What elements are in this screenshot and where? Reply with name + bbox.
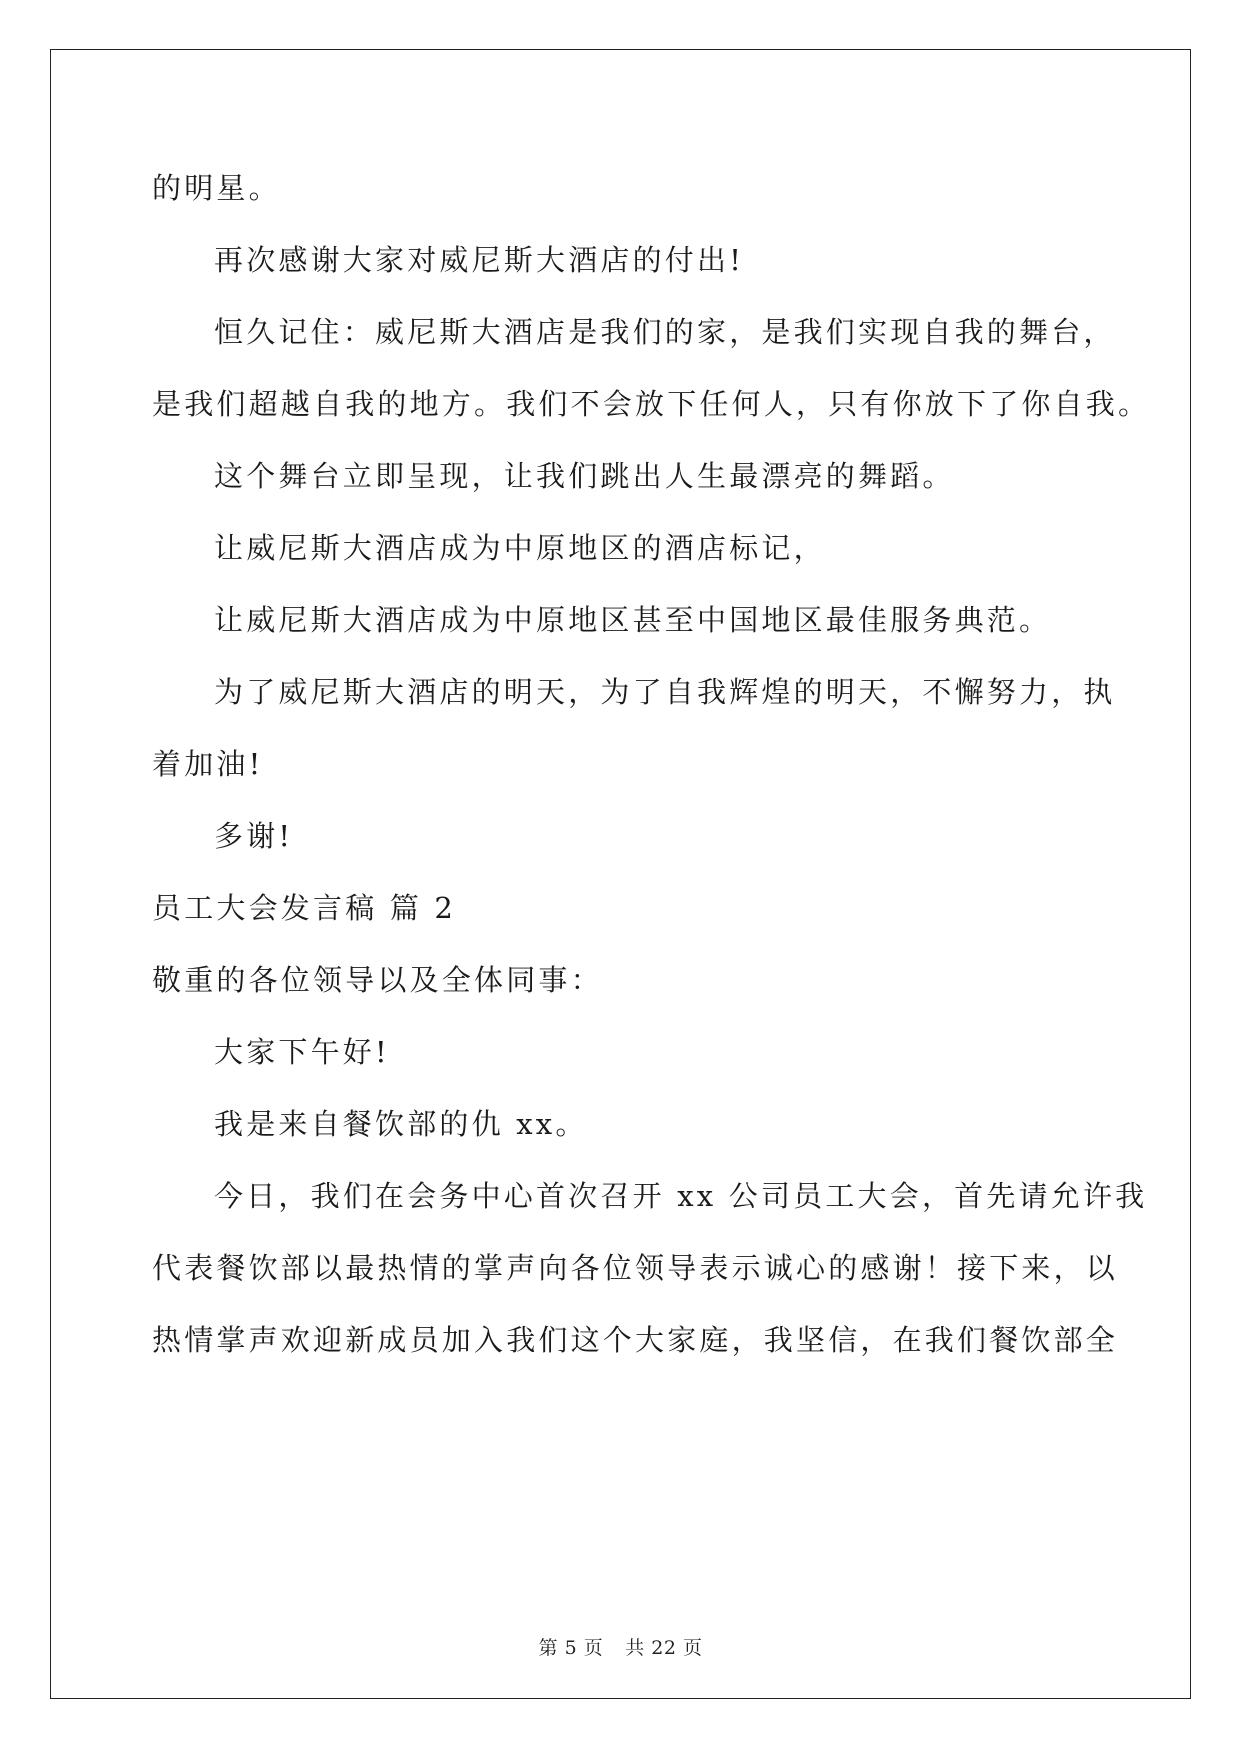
text-line: 恒久记住：威尼斯大酒店是我们的家，是我们实现自我的舞台， [214, 315, 1116, 349]
text-line: 的明星。 [152, 171, 281, 205]
text-line: 热情掌声欢迎新成员加入我们这个大家庭，我坚信，在我们餐饮部全 [152, 1323, 1119, 1357]
text-line: 让威尼斯大酒店成为中原地区的酒店标记， [214, 531, 826, 565]
section-heading: 员工大会发言稿 篇 2 [152, 891, 457, 925]
text-line: 大家下午好! [214, 1035, 390, 1069]
text-line: 让威尼斯大酒店成为中原地区甚至中国地区最佳服务典范。 [214, 603, 1052, 637]
salutation: 敬重的各位领导以及全体同事： [152, 963, 603, 997]
text-line: 代表餐饮部以最热情的掌声向各位领导表示诚心的感谢！接下来，以 [152, 1251, 1119, 1285]
page-border [50, 49, 1191, 1699]
text-line: 多谢! [214, 819, 294, 853]
text-line: 再次感谢大家对威尼斯大酒店的付出! [214, 243, 745, 277]
page-total: 共 22 页 [625, 1637, 703, 1659]
page-footer [0, 1633, 1241, 1660]
text-line: 是我们超越自我的地方。我们不会放下任何人，只有你放下了你自我。 [152, 387, 1151, 421]
text-line: 为了威尼斯大酒店的明天，为了自我辉煌的明天，不懈努力，执 [214, 675, 1116, 709]
text-line: 今日，我们在会务中心首次召开 xx 公司员工大会，首先请允许我 [214, 1179, 1148, 1213]
text-line: 我是来自餐饮部的仇 xx。 [214, 1107, 588, 1141]
page-number: 第 5 页 [538, 1637, 604, 1659]
text-line: 着加油! [152, 747, 264, 781]
text-line: 这个舞台立即呈现，让我们跳出人生最漂亮的舞蹈。 [214, 459, 955, 493]
